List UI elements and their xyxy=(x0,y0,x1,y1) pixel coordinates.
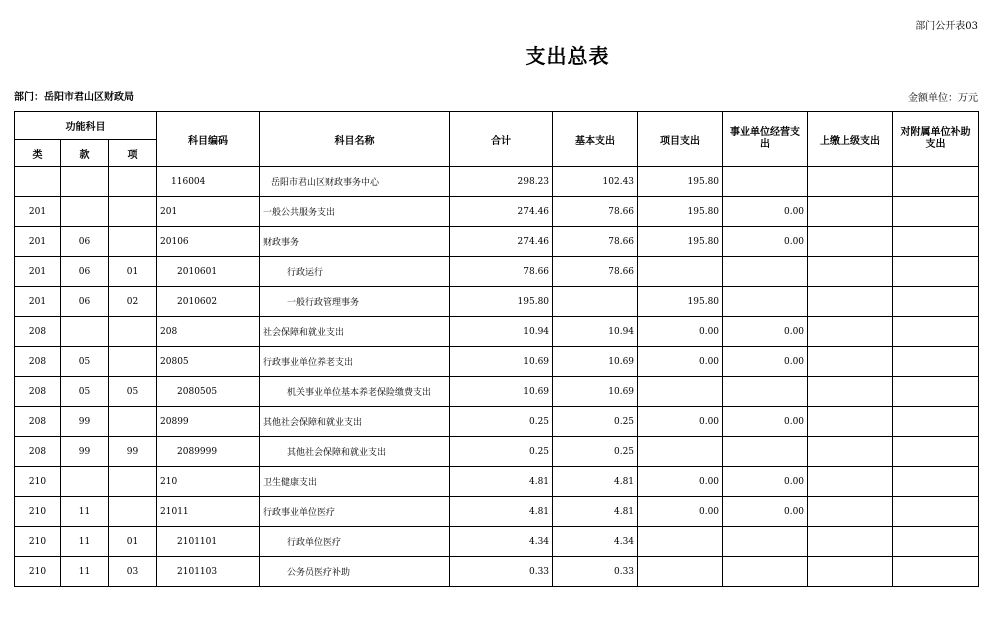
cell-subject-name: 公务员医疗补助 xyxy=(260,557,450,587)
cell-project xyxy=(638,527,723,557)
cell-kuan: 06 xyxy=(61,287,109,317)
table-row xyxy=(15,227,979,257)
cell-subject-name: 一般公共服务支出 xyxy=(260,197,450,227)
header-kuan: 款 xyxy=(61,140,109,167)
cell-kuan xyxy=(61,467,109,497)
header-upper-payment: 上缴上级支出 xyxy=(808,112,893,167)
cell-project xyxy=(638,257,723,287)
cell-project: 195.80 xyxy=(638,227,723,257)
cell-lei: 210 xyxy=(15,527,61,557)
header-lei: 类 xyxy=(15,140,61,167)
cell-subject-name: 机关事业单位基本养老保险缴费支出 xyxy=(260,377,450,407)
cell-upper xyxy=(808,467,893,497)
cell-xiang xyxy=(109,497,157,527)
table-row xyxy=(15,437,979,467)
cell-kuan: 11 xyxy=(61,527,109,557)
cell-upper xyxy=(808,227,893,257)
cell-basic: 4.81 xyxy=(553,497,638,527)
cell-xiang: 01 xyxy=(109,257,157,287)
cell-lei: 210 xyxy=(15,497,61,527)
cell-project: 0.00 xyxy=(638,497,723,527)
cell-lei: 210 xyxy=(15,467,61,497)
cell-upper xyxy=(808,347,893,377)
cell-subject-code: 21011 xyxy=(157,497,260,527)
cell-subsidy xyxy=(893,287,979,317)
cell-business: 0.00 xyxy=(723,407,808,437)
cell-total: 10.69 xyxy=(450,377,553,407)
cell-upper xyxy=(808,407,893,437)
cell-subsidy xyxy=(893,317,979,347)
cell-basic xyxy=(553,287,638,317)
cell-kuan: 99 xyxy=(61,437,109,467)
cell-upper xyxy=(808,317,893,347)
table-row xyxy=(15,377,979,407)
cell-basic: 4.81 xyxy=(553,467,638,497)
cell-xiang xyxy=(109,197,157,227)
cell-kuan: 06 xyxy=(61,227,109,257)
cell-subject-code: 2010601 xyxy=(157,257,260,287)
cell-business xyxy=(723,437,808,467)
cell-total: 0.25 xyxy=(450,407,553,437)
cell-kuan: 06 xyxy=(61,257,109,287)
cell-total: 10.69 xyxy=(450,347,553,377)
table-row xyxy=(15,317,979,347)
cell-basic: 0.33 xyxy=(553,557,638,587)
table-row xyxy=(15,467,979,497)
cell-total: 4.81 xyxy=(450,467,553,497)
cell-upper xyxy=(808,197,893,227)
cell-subject-code: 201 xyxy=(157,197,260,227)
cell-subject-code: 20899 xyxy=(157,407,260,437)
header-subsidy-to-affiliates: 对附属单位补助支出 xyxy=(893,112,979,167)
cell-xiang: 03 xyxy=(109,557,157,587)
header-project-expenditure: 项目支出 xyxy=(638,112,723,167)
expenditure-table xyxy=(14,111,979,587)
cell-total: 274.46 xyxy=(450,197,553,227)
cell-total: 0.25 xyxy=(450,437,553,467)
cell-total: 195.80 xyxy=(450,287,553,317)
cell-total: 0.33 xyxy=(450,557,553,587)
cell-subsidy xyxy=(893,527,979,557)
cell-subject-code: 210 xyxy=(157,467,260,497)
cell-lei: 208 xyxy=(15,377,61,407)
cell-subject-code: 2010602 xyxy=(157,287,260,317)
cell-project: 0.00 xyxy=(638,467,723,497)
cell-total: 10.94 xyxy=(450,317,553,347)
header-subject-name: 科目名称 xyxy=(260,112,450,167)
table-row xyxy=(15,527,979,557)
cell-subject-name: 岳阳市君山区财政事务中心 xyxy=(260,167,450,197)
cell-project: 0.00 xyxy=(638,407,723,437)
cell-subject-name: 其他社会保障和就业支出 xyxy=(260,407,450,437)
cell-business xyxy=(723,377,808,407)
cell-business xyxy=(723,287,808,317)
cell-xiang: 99 xyxy=(109,437,157,467)
cell-xiang: 02 xyxy=(109,287,157,317)
cell-upper xyxy=(808,257,893,287)
cell-lei: 201 xyxy=(15,197,61,227)
cell-subsidy xyxy=(893,167,979,197)
table-row xyxy=(15,287,979,317)
cell-project: 195.80 xyxy=(638,167,723,197)
cell-business xyxy=(723,557,808,587)
cell-subsidy xyxy=(893,437,979,467)
cell-subject-name: 卫生健康支出 xyxy=(260,467,450,497)
table-code: 部门公开表03 xyxy=(915,21,978,32)
cell-xiang: 01 xyxy=(109,527,157,557)
cell-kuan: 11 xyxy=(61,557,109,587)
cell-lei: 208 xyxy=(15,407,61,437)
cell-business: 0.00 xyxy=(723,197,808,227)
cell-subject-name: 其他社会保障和就业支出 xyxy=(260,437,450,467)
cell-project: 195.80 xyxy=(638,197,723,227)
cell-xiang xyxy=(109,407,157,437)
cell-project xyxy=(638,437,723,467)
cell-business xyxy=(723,167,808,197)
cell-kuan xyxy=(61,167,109,197)
cell-basic: 10.69 xyxy=(553,377,638,407)
cell-xiang xyxy=(109,167,157,197)
cell-kuan: 05 xyxy=(61,347,109,377)
cell-basic: 10.94 xyxy=(553,317,638,347)
cell-total: 298.23 xyxy=(450,167,553,197)
cell-subject-name: 社会保障和就业支出 xyxy=(260,317,450,347)
header-total: 合计 xyxy=(450,112,553,167)
cell-subsidy xyxy=(893,497,979,527)
cell-xiang xyxy=(109,317,157,347)
cell-project xyxy=(638,377,723,407)
table-row xyxy=(15,407,979,437)
cell-subject-code: 208 xyxy=(157,317,260,347)
cell-lei: 210 xyxy=(15,557,61,587)
cell-upper xyxy=(808,437,893,467)
cell-project: 0.00 xyxy=(638,317,723,347)
cell-lei: 201 xyxy=(15,227,61,257)
table-row xyxy=(15,197,979,227)
cell-basic: 78.66 xyxy=(553,257,638,287)
cell-lei: 208 xyxy=(15,437,61,467)
table-row xyxy=(15,497,979,527)
header-business-expenditure: 事业单位经营支出 xyxy=(723,112,808,167)
cell-business: 0.00 xyxy=(723,227,808,257)
cell-upper xyxy=(808,527,893,557)
cell-xiang xyxy=(109,467,157,497)
cell-basic: 78.66 xyxy=(553,227,638,257)
cell-kuan xyxy=(61,197,109,227)
header-function-subject: 功能科目 xyxy=(15,112,157,140)
cell-subject-name: 行政事业单位医疗 xyxy=(260,497,450,527)
cell-total: 4.34 xyxy=(450,527,553,557)
cell-subject-name: 行政单位医疗 xyxy=(260,527,450,557)
department-label: 部门：岳阳市君山区财政局 xyxy=(14,92,134,103)
cell-lei: 201 xyxy=(15,257,61,287)
cell-lei: 201 xyxy=(15,287,61,317)
cell-business: 0.00 xyxy=(723,497,808,527)
cell-upper xyxy=(808,497,893,527)
cell-project: 195.80 xyxy=(638,287,723,317)
cell-lei: 208 xyxy=(15,347,61,377)
cell-kuan xyxy=(61,317,109,347)
cell-subsidy xyxy=(893,557,979,587)
cell-upper xyxy=(808,377,893,407)
cell-xiang xyxy=(109,227,157,257)
amount-unit-label: 金额单位：万元 xyxy=(908,93,978,104)
cell-project: 0.00 xyxy=(638,347,723,377)
cell-basic: 102.43 xyxy=(553,167,638,197)
header-xiang: 项 xyxy=(109,140,157,167)
cell-subject-code: 2089999 xyxy=(157,437,260,467)
table-row xyxy=(15,257,979,287)
cell-total: 4.81 xyxy=(450,497,553,527)
cell-business xyxy=(723,527,808,557)
cell-subject-code: 20805 xyxy=(157,347,260,377)
cell-lei: 208 xyxy=(15,317,61,347)
cell-subject-name: 行政事业单位养老支出 xyxy=(260,347,450,377)
cell-subject-name: 行政运行 xyxy=(260,257,450,287)
cell-subject-code: 2080505 xyxy=(157,377,260,407)
cell-basic: 78.66 xyxy=(553,197,638,227)
cell-subject-name: 财政事务 xyxy=(260,227,450,257)
cell-lei xyxy=(15,167,61,197)
page-title: 支出总表 xyxy=(525,44,610,68)
cell-kuan: 99 xyxy=(61,407,109,437)
cell-subsidy xyxy=(893,467,979,497)
cell-basic: 0.25 xyxy=(553,407,638,437)
table-row xyxy=(15,557,979,587)
cell-subject-name: 一般行政管理事务 xyxy=(260,287,450,317)
cell-business xyxy=(723,257,808,287)
cell-subsidy xyxy=(893,407,979,437)
cell-upper xyxy=(808,167,893,197)
cell-basic: 0.25 xyxy=(553,437,638,467)
cell-subject-code: 2101101 xyxy=(157,527,260,557)
cell-total: 78.66 xyxy=(450,257,553,287)
cell-subject-code: 20106 xyxy=(157,227,260,257)
cell-basic: 10.69 xyxy=(553,347,638,377)
table-row xyxy=(15,167,979,197)
cell-subsidy xyxy=(893,197,979,227)
cell-project xyxy=(638,557,723,587)
cell-business: 0.00 xyxy=(723,347,808,377)
cell-business: 0.00 xyxy=(723,317,808,347)
cell-upper xyxy=(808,557,893,587)
cell-subsidy xyxy=(893,347,979,377)
cell-basic: 4.34 xyxy=(553,527,638,557)
table-row xyxy=(15,347,979,377)
cell-business: 0.00 xyxy=(723,467,808,497)
cell-subsidy xyxy=(893,257,979,287)
cell-subsidy xyxy=(893,227,979,257)
header-basic-expenditure: 基本支出 xyxy=(553,112,638,167)
header-subject-code: 科目编码 xyxy=(157,112,260,167)
cell-xiang: 05 xyxy=(109,377,157,407)
cell-xiang xyxy=(109,347,157,377)
cell-kuan: 11 xyxy=(61,497,109,527)
cell-subsidy xyxy=(893,377,979,407)
cell-total: 274.46 xyxy=(450,227,553,257)
cell-kuan: 05 xyxy=(61,377,109,407)
cell-subject-code: 116004 xyxy=(157,167,260,197)
cell-upper xyxy=(808,287,893,317)
cell-subject-code: 2101103 xyxy=(157,557,260,587)
